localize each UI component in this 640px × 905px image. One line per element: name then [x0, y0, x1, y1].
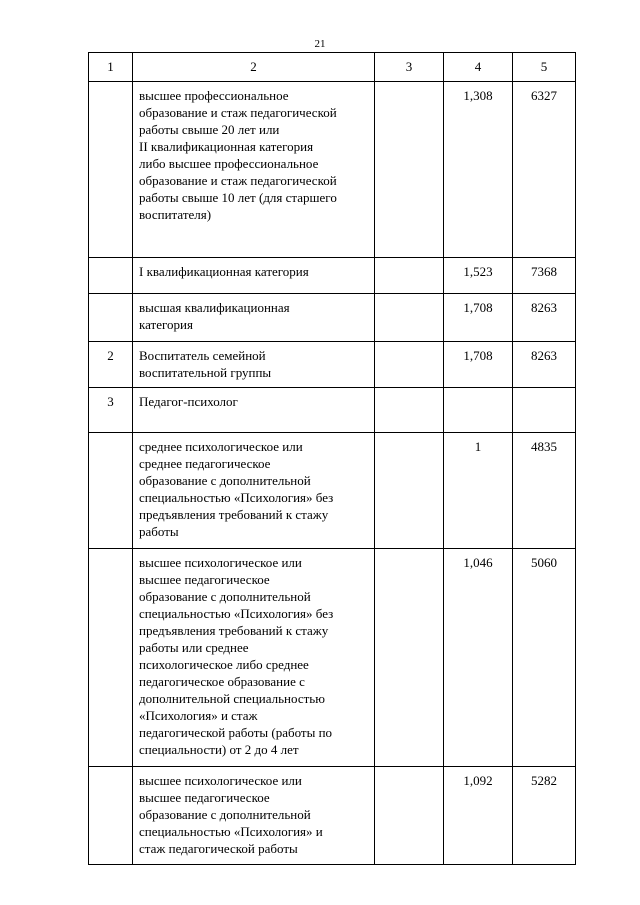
salary-cell: 8263	[513, 342, 576, 388]
table-row	[89, 767, 576, 865]
coefficient-cell: 1,708	[444, 342, 513, 388]
salary-cell: 5282	[513, 767, 576, 865]
table-header-row	[89, 53, 576, 82]
header-cell: 3	[375, 53, 444, 82]
table-row	[89, 549, 576, 767]
coefficient-cell: 1,708	[444, 294, 513, 342]
header-cell: 5	[513, 53, 576, 82]
salary-cell: 4835	[513, 433, 576, 549]
table-row	[89, 294, 576, 342]
description-cell: высшая квалификационная категория	[133, 294, 375, 342]
coefficient-cell: 1,092	[444, 767, 513, 865]
column-3-cell	[375, 549, 444, 767]
salary-cell	[513, 388, 576, 433]
row-number-cell	[89, 433, 133, 549]
salary-cell: 6327	[513, 82, 576, 258]
row-number-cell	[89, 767, 133, 865]
row-number-cell	[89, 82, 133, 258]
table-row	[89, 342, 576, 388]
header-cell: 4	[444, 53, 513, 82]
column-3-cell	[375, 258, 444, 294]
description-cell: высшее психологическое или высшее педагогическое образование с дополнительной специальностью «Психология» без предъявления требований к стажу работы или среднее психологическое либо среднее педагогическое образование с дополнительной специальностью «Психология» и стаж педагогической работы (работы по специальности) от 2 до 4 лет	[133, 549, 375, 767]
description-cell: I квалификационная категория	[133, 258, 375, 294]
table-row	[89, 82, 576, 258]
salary-table	[88, 52, 576, 865]
table-row	[89, 433, 576, 549]
salary-cell: 5060	[513, 549, 576, 767]
column-3-cell	[375, 82, 444, 258]
row-number-cell	[89, 294, 133, 342]
table-row	[89, 258, 576, 294]
column-3-cell	[375, 388, 444, 433]
row-number-cell	[89, 549, 133, 767]
column-3-cell	[375, 342, 444, 388]
description-cell: среднее психологическое или среднее педагогическое образование с дополнительной специальностью «Психология» без предъявления требований к стажу работы	[133, 433, 375, 549]
coefficient-cell: 1,523	[444, 258, 513, 294]
page-number: 21	[314, 38, 326, 50]
column-3-cell	[375, 294, 444, 342]
coefficient-cell: 1	[444, 433, 513, 549]
coefficient-cell	[444, 388, 513, 433]
row-number-cell: 2	[89, 342, 133, 388]
description-cell: высшее профессиональное образование и стаж педагогической работы свыше 20 лет или II квалификационная категория либо высшее профессиональное образование и стаж педагогической работы свыше 10 лет (для старшего воспитателя)	[133, 82, 375, 258]
header-cell: 1	[89, 53, 133, 82]
salary-cell: 7368	[513, 258, 576, 294]
description-cell: высшее психологическое или высшее педагогическое образование с дополнительной специальностью «Психология» и стаж педагогической работы	[133, 767, 375, 865]
header-cell: 2	[133, 53, 375, 82]
description-cell: Воспитатель семейной воспитательной группы	[133, 342, 375, 388]
row-number-cell	[89, 258, 133, 294]
description-cell: Педагог-психолог	[133, 388, 375, 433]
column-3-cell	[375, 433, 444, 549]
row-number-cell: 3	[89, 388, 133, 433]
salary-cell: 8263	[513, 294, 576, 342]
coefficient-cell: 1,046	[444, 549, 513, 767]
table-row	[89, 388, 576, 433]
column-3-cell	[375, 767, 444, 865]
coefficient-cell: 1,308	[444, 82, 513, 258]
